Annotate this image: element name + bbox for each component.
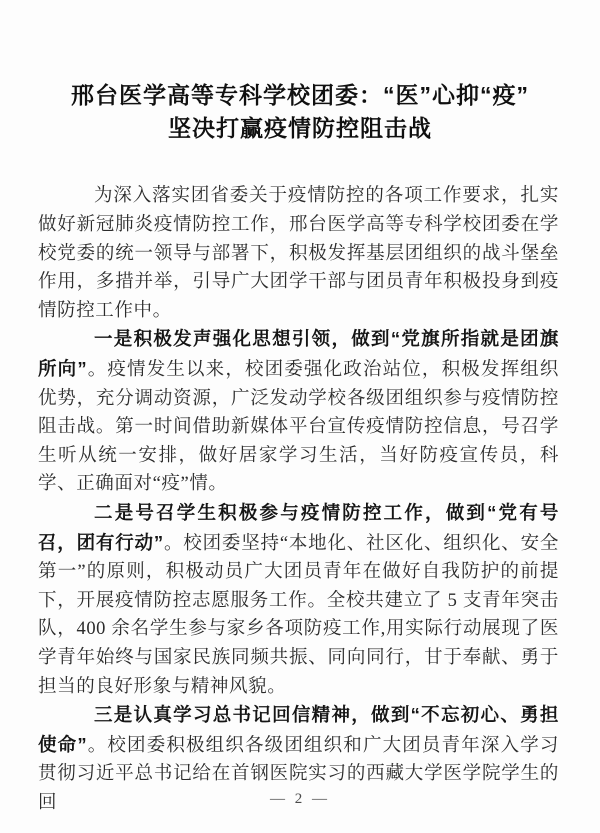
- page-number: — 2 —: [270, 791, 330, 807]
- paragraph-lead-bold: 一是积极发声强化思想引领，做到“党旗所指就是团旗所向”: [38, 328, 559, 379]
- body-paragraph-point-2: [38, 499, 559, 701]
- document-title: [0, 15, 600, 145]
- document-title-line-1: 邢台医学高等专科学校团委：“医”心抑“疫”: [71, 82, 529, 109]
- paragraph-text: 为深入落实团省委关于疫情防控的各项工作要求，扎实做好新冠肺炎疫情防控工作，邢台医学高等专科学校团委在学校党委的统一领导与部署下，积极发挥基层团组织的战斗堡垒作用，多措并举，引导广大团学干部与团员青年积极投身到疫情防控工作中。: [38, 186, 559, 321]
- body-paragraph-intro: [38, 181, 559, 325]
- document-title-line-2: 坚决打赢疫情防控阻击战: [168, 115, 432, 142]
- body-paragraph-point-1: [38, 325, 559, 499]
- paragraph-text: 。疫情发生以来，校团委强化政治站位，积极发挥组织优势，充分调动资源，广泛发动学校各级团组织参与疫情防控阻击战。第一时间借助新媒体平台宣传疫情防控信息，号召学生听从统一安排，做好居家学习生活，当好防疫宣传员，科学、正确面对“疫”情。: [38, 359, 559, 495]
- paragraph-lead-bold: 三是认真学习总书记回信精神，做到“不忘初心、勇担使命”: [38, 704, 559, 755]
- paragraph-text: 。校团委坚持“本地化、社区化、组织化、安全第一”的原则，积极动员广大团员青年在做好自我防护的前提下，开展疫情防控志愿服务工作。全校共建立了 5 支青年突击队，400 余名学生参与家乡各项防疫工作,用实际行动展现了医学青年始终与国家民族同频共振、同向同行，甘于奉献、勇于担当的良好形象与精神风貌。: [38, 533, 559, 697]
- document-body: [38, 181, 559, 817]
- paragraph-text: 。校团委积极组织各级团组织和广大团员青年深入学习贯彻习近平总书记给在首钢医院实习的西藏大学医学院学生的回: [38, 735, 559, 813]
- paragraph-lead-bold: 二是号召学生积极参与疫情防控工作，做到“党有号召，团有行动”: [38, 501, 559, 553]
